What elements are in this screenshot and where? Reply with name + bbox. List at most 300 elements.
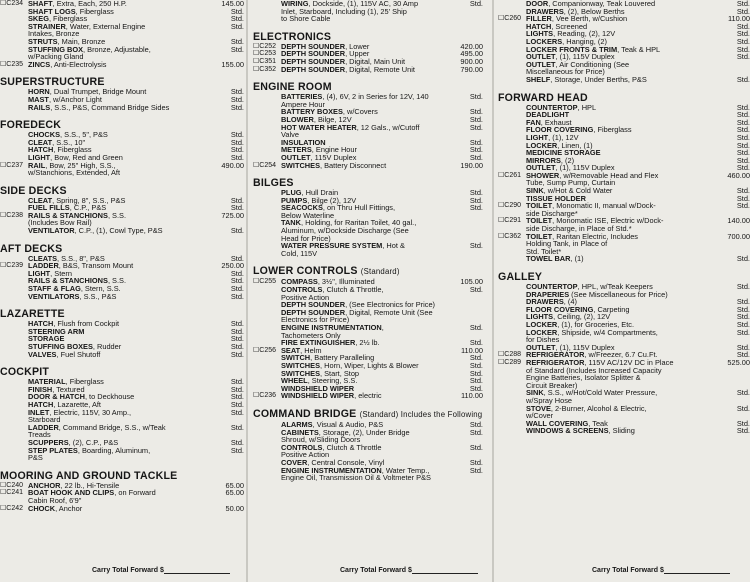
- option-checkbox-code[interactable]: ☐C289: [498, 358, 522, 366]
- option-checkbox-code[interactable]: ☐C256: [253, 346, 277, 354]
- option-price: Std.: [469, 188, 483, 198]
- section-title-text: SUPERSTRUCTURE: [0, 76, 105, 89]
- option-description: [281, 162, 443, 170]
- option-price: Std.: [736, 254, 750, 264]
- option-price: Std.: [469, 457, 483, 467]
- section-title-text: FOREDECK: [0, 119, 62, 132]
- option-checkbox-code[interactable]: ☐C255: [253, 278, 277, 286]
- option-description: [281, 0, 443, 23]
- option-checkbox-code[interactable]: ☐C253: [253, 50, 277, 58]
- column-2: [253, 0, 483, 582]
- option-label: FINISH: [28, 384, 53, 394]
- option-detail: , Flush from Cockpit: [53, 319, 120, 329]
- option-description: [28, 162, 204, 177]
- option-row: [253, 324, 483, 339]
- option-price: Std.: [469, 383, 483, 393]
- option-description: [281, 444, 443, 459]
- option-checkbox-code[interactable]: ☐C352: [253, 65, 277, 73]
- option-price: Std.: [469, 145, 483, 155]
- carry-total-blank[interactable]: [412, 566, 478, 574]
- section-note: (Standard) Includes the Following: [359, 409, 483, 419]
- option-label: DEPTH SOUNDER: [281, 41, 346, 51]
- option-label: STUFFING BOX: [28, 44, 84, 54]
- option-detail: , Bilge, 12V: [313, 114, 352, 124]
- option-price: Std.: [230, 253, 244, 263]
- option-detail: , w/Hot & Cold Water: [543, 186, 613, 196]
- option-detail: , (1), 12V: [548, 132, 579, 142]
- option-label: COUNTERTOP: [526, 102, 578, 112]
- section: [0, 0, 244, 68]
- option-row: [0, 447, 244, 462]
- option-detail: , Air Conditioning (See Miscellaneous for Price): [526, 59, 630, 77]
- option-price: Std.: [736, 350, 750, 360]
- option-detail: , Companionway, Teak Louvered: [548, 0, 656, 8]
- option-detail: , Vee Berth, w/Cushion: [551, 14, 628, 24]
- option-detail: , Fiberglass: [75, 6, 114, 16]
- option-detail: , w/Removable Head and Flex Tube, Sump Pump, Curtain: [526, 170, 659, 188]
- option-label: PUMPS: [281, 195, 308, 205]
- option-price: 725.00: [221, 210, 244, 220]
- option-label: FAN: [526, 117, 541, 127]
- option-price: 190.00: [460, 160, 483, 170]
- option-detail: , Reading, (2), 12V: [553, 29, 616, 39]
- option-price: Std.: [230, 44, 244, 54]
- option-row: [498, 405, 750, 420]
- option-label: STEERING ARM: [28, 326, 85, 336]
- option-price: Std.: [230, 36, 244, 46]
- option-label: HOT WATER HEATER: [281, 122, 357, 132]
- option-detail: , (1), for Groceries, Etc.: [557, 319, 635, 329]
- carry-total-blank[interactable]: [664, 566, 730, 574]
- column-1: [0, 0, 244, 582]
- option-detail: , Water Temp., Engine Oil, Transmission Oil & Voltmeter P&S: [281, 465, 431, 483]
- carry-total-forward-3: [592, 566, 730, 574]
- option-description: [28, 227, 204, 235]
- option-detail: , 3½", Illuminated: [317, 277, 375, 287]
- option-price: 490.00: [221, 160, 244, 170]
- section: [0, 185, 244, 235]
- option-price: Std.: [230, 422, 244, 432]
- option-price: Std.: [736, 6, 750, 16]
- option-label: LOCKER FRONTS & TRIM: [526, 44, 618, 54]
- option-label: WINDSHIELD WIPER: [281, 391, 355, 401]
- option-detail: , Storage, Under Berths, P&S: [550, 74, 647, 84]
- option-label: WIRING: [281, 0, 309, 8]
- carry-total-label: Carry Total Forward $: [340, 567, 412, 574]
- option-row: [498, 61, 750, 76]
- option-price: Std.: [230, 21, 244, 31]
- option-label: VALVES: [28, 349, 57, 359]
- option-row: [253, 124, 483, 139]
- option-label: STEP PLATES: [28, 445, 78, 455]
- option-checkbox-code[interactable]: ☐C241: [0, 489, 24, 497]
- option-price: Std.: [736, 319, 750, 329]
- option-label: ANCHOR: [28, 480, 61, 490]
- option-checkbox-code[interactable]: ☐C351: [253, 57, 277, 65]
- option-row: [253, 204, 483, 219]
- option-label: WINDOWS & SCREENS: [526, 426, 609, 436]
- option-label: VENTILATOR: [28, 226, 75, 236]
- option-row: [498, 202, 750, 217]
- option-detail: , S.S., 8", P&S: [57, 253, 105, 263]
- option-detail: , Ceiling, (2), 12V: [553, 312, 611, 322]
- option-detail: , Teak: [588, 418, 608, 428]
- option-label: INSULATION: [281, 137, 326, 147]
- option-detail: , Boarding, Aluminum, P&S: [28, 445, 151, 463]
- option-detail: , (1), 115V Duplex: [555, 52, 615, 62]
- option-label: SEACOCKS: [281, 203, 323, 213]
- option-detail: , Engine Hour: [311, 145, 357, 155]
- option-price: Std.: [736, 418, 750, 428]
- option-detail: , S.S.: [107, 276, 127, 286]
- option-checkbox-code[interactable]: ☐C240: [0, 481, 24, 489]
- section-note: (Standard): [360, 267, 400, 277]
- option-label: PLUG: [281, 188, 302, 198]
- option-row: [253, 66, 483, 74]
- option-detail: , 115V AC/12V DC in Place of Standard (Includes Increased Capacity Engine Batteries, Isolator Splitter & Circuit Breaker): [526, 357, 674, 390]
- option-checkbox-code[interactable]: ☐C236: [253, 392, 277, 400]
- section: [498, 0, 750, 84]
- option-checkbox-code[interactable]: ☐C290: [498, 202, 522, 210]
- option-description: [526, 329, 710, 344]
- option-label: INLET: [28, 407, 50, 417]
- option-detail: , Screened: [551, 21, 588, 31]
- option-label: FILLER: [526, 14, 552, 24]
- option-detail: , S.S., P&S: [79, 291, 117, 301]
- option-label: CLEAT: [28, 137, 53, 147]
- option-label: COUNTERTOP: [526, 282, 578, 291]
- option-price: Std.: [469, 114, 483, 124]
- option-price: 145.00: [221, 0, 244, 8]
- option-detail: , w/Freezer, 6.7 Cu.Ft.: [584, 350, 658, 360]
- option-price: Std.: [469, 323, 483, 332]
- option-price: Std.: [230, 130, 244, 140]
- option-price: Std.: [230, 284, 244, 294]
- option-price: Std.: [736, 155, 750, 165]
- option-price: Std.: [230, 152, 244, 162]
- option-description: [28, 424, 204, 439]
- option-label: BATTERY BOXES: [281, 107, 343, 117]
- option-label: RAILS & STANCHIONS: [28, 210, 108, 220]
- option-price: 790.00: [460, 64, 483, 74]
- option-checkbox-code[interactable]: ☐C252: [253, 42, 277, 50]
- option-price: Std.: [469, 353, 483, 363]
- option-price: Std.: [230, 276, 244, 286]
- option-detail: , S.S., w/Hot/Cold Water Pressure, w/Spray Hose: [526, 388, 658, 405]
- carry-total-blank[interactable]: [164, 566, 230, 574]
- option-detail: , Main, Bronze: [57, 36, 106, 46]
- option-label: SWITCHES: [281, 360, 321, 370]
- option-row: [0, 489, 244, 504]
- option-price: Std.: [736, 0, 750, 8]
- option-label: LIGHT: [28, 268, 51, 278]
- option-detail: , Anchor: [55, 503, 83, 513]
- section-title-text: BILGES: [253, 177, 294, 190]
- option-detail: , Dual Trumpet, Bridge Mount: [49, 87, 147, 97]
- option-label: HATCH: [526, 21, 552, 31]
- option-price: Std.: [230, 94, 244, 104]
- option-checkbox-code[interactable]: ☐C362: [498, 232, 522, 240]
- option-detail: , Fuel Shutoff: [56, 349, 101, 359]
- option-price: Std.: [736, 110, 750, 120]
- option-price: Std.: [469, 285, 483, 295]
- option-checkbox-code[interactable]: ☐C288: [498, 351, 522, 359]
- option-row: [253, 467, 483, 482]
- option-description: [281, 93, 443, 108]
- option-detail: , (See Electronics for Price): [345, 300, 436, 310]
- carry-total-label: Carry Total Forward $: [92, 567, 164, 574]
- option-label: OUTLET: [526, 163, 556, 173]
- option-label: LIGHT: [526, 132, 549, 142]
- option-description: [526, 61, 710, 76]
- option-detail: , Exhaust: [540, 117, 572, 127]
- option-row: [0, 46, 244, 61]
- option-row: [253, 429, 483, 444]
- option-row: [0, 104, 244, 112]
- section: [0, 308, 244, 358]
- option-price: Std.: [736, 29, 750, 39]
- section: [253, 177, 483, 257]
- option-detail: , Dockside, (1), 115V AC, 30 Amp Inlet, Starboard, Including (1), 25' Ship to Shore Cable: [281, 0, 419, 24]
- option-price: Std.: [736, 426, 750, 436]
- option-price: Std.: [230, 326, 244, 336]
- option-price: Std.: [230, 319, 244, 329]
- option-label: DEPTH SOUNDER: [281, 49, 346, 59]
- option-label: SWITCHES: [281, 368, 321, 378]
- option-checkbox-code[interactable]: ☐C239: [0, 262, 24, 270]
- option-description: [28, 447, 204, 462]
- option-description: [28, 61, 204, 69]
- option-price: Std.: [469, 465, 483, 475]
- option-checkbox-code[interactable]: ☐C261: [498, 171, 522, 179]
- option-price: Std.: [230, 349, 244, 359]
- option-label: DEADLIGHT: [526, 110, 570, 120]
- option-price: Std.: [736, 74, 750, 84]
- option-checkbox-code[interactable]: ☐C254: [253, 161, 277, 169]
- option-detail: , 12 Gals., w/Cutoff Valve: [281, 122, 420, 140]
- option-label: LADDER: [28, 261, 59, 271]
- option-row: [253, 242, 483, 257]
- option-label: REFRIGERATOR: [526, 357, 585, 367]
- option-price: Std.: [469, 203, 483, 213]
- option-price: 700.00: [727, 231, 750, 241]
- option-detail: , S.S., P&S, Command Bridge Sides: [50, 102, 170, 112]
- section-title-text: MOORING AND GROUND TACKLE: [0, 469, 178, 482]
- option-price: 495.00: [460, 49, 483, 59]
- option-detail: , (1), 115V Duplex: [555, 163, 615, 173]
- option-price: Std.: [230, 392, 244, 402]
- option-detail: , Digital, Main Unit: [345, 56, 406, 66]
- option-detail: , Clutch & Throttle, Positive Action: [281, 285, 384, 302]
- option-label: LIGHT: [28, 152, 51, 162]
- option-detail: , Stern, S.S.: [80, 284, 121, 294]
- option-label: ENGINE INSTRUMENTATION: [281, 323, 382, 332]
- option-checkbox-code[interactable]: ☐C291: [498, 217, 522, 225]
- option-detail: , (4): [563, 297, 577, 307]
- option-detail: , Central Console, Vinyl: [307, 457, 385, 467]
- column-3: [498, 0, 750, 582]
- option-checkbox-code[interactable]: ☐C242: [0, 504, 24, 512]
- option-detail: , Extra, Each, 250 H.P.: [52, 0, 127, 8]
- option-price: Std.: [736, 125, 750, 135]
- section-title-text: AFT DECKS: [0, 242, 63, 255]
- option-price: 525.00: [727, 357, 750, 367]
- option-price: Std.: [736, 36, 750, 46]
- option-label: BATTERIES: [281, 92, 323, 102]
- option-checkbox-code[interactable]: ☐C235: [0, 60, 24, 68]
- option-price: Std.: [230, 6, 244, 16]
- option-price: 65.00: [225, 480, 244, 490]
- option-detail: , C.P., (1), Cowl Type, P&S: [74, 226, 163, 236]
- section-title-text: COMMAND BRIDGE: [253, 407, 357, 420]
- section: [253, 31, 483, 73]
- option-description: [281, 324, 443, 339]
- option-detail: , Bow, 25" High, S.S., w/Stanchions, Extended, Aft: [28, 160, 121, 178]
- option-row: [253, 162, 483, 170]
- option-label: CONTROLS: [281, 285, 323, 295]
- option-label: SWITCHES: [281, 160, 321, 170]
- option-price: Std.: [230, 445, 244, 455]
- option-label: CABINETS: [281, 427, 319, 437]
- option-checkbox-code[interactable]: ☐C260: [498, 15, 522, 23]
- option-price: Std.: [469, 442, 483, 452]
- option-label: RAIL: [28, 160, 46, 170]
- option-detail: , HPL: [577, 102, 597, 112]
- option-detail: , on Forward Cabin Roof, 6'9": [28, 488, 156, 505]
- option-price: Std.: [736, 312, 750, 322]
- option-detail: , Steering, S.S.: [307, 376, 358, 386]
- option-label: SHELF: [526, 74, 551, 84]
- option-detail: , Hanging, (2): [562, 36, 607, 46]
- option-price: Std.: [230, 384, 244, 394]
- option-price: Std.: [230, 377, 244, 387]
- option-price: 110.00: [727, 14, 750, 24]
- option-description: [526, 427, 710, 435]
- carry-total-forward-1: [92, 566, 230, 574]
- option-label: LIGHTS: [526, 29, 554, 39]
- option-label: STRAINER: [28, 21, 66, 31]
- option-description: [281, 392, 443, 400]
- option-price: Std.: [230, 342, 244, 351]
- option-detail: , B&S, Transom Mount: [58, 261, 134, 271]
- option-label: METERS: [281, 145, 312, 155]
- option-price: Std.: [469, 368, 483, 378]
- option-label: STRUTS: [28, 36, 58, 46]
- option-price: Std.: [230, 437, 244, 447]
- option-checkbox-code[interactable]: ☐C237: [0, 161, 24, 169]
- option-label: REFRIGERATOR: [526, 350, 585, 360]
- option-label: HATCH: [28, 145, 54, 155]
- option-price: Std.: [736, 342, 750, 352]
- option-detail: , Storage, (2), Under Bridge Shroud, w/Sliding Doors: [281, 427, 410, 445]
- option-detail: , Horn, Wiper, Lights & Blower: [320, 360, 419, 370]
- option-price: Std.: [469, 360, 483, 370]
- option-label: COVER: [281, 457, 308, 467]
- option-label: MEDICINE STORAGE: [526, 148, 601, 158]
- option-label: VENTILATORS: [28, 291, 80, 301]
- option-detail: , Command Bridge, S.S., w/Teak Treads: [28, 422, 166, 440]
- option-row: [498, 76, 750, 84]
- option-price: 140.00: [727, 216, 750, 226]
- option-detail: , Electric, 115V, 30 Amp., Starboard: [28, 407, 132, 425]
- option-description: [281, 286, 443, 301]
- option-price: 900.00: [460, 56, 483, 66]
- option-detail: , Digital, Remote Unit (See Electronics for Price): [281, 307, 433, 325]
- option-price: Std.: [469, 419, 483, 429]
- option-description: [28, 505, 204, 513]
- option-price: 110.00: [460, 391, 483, 401]
- section-title-text: COCKPIT: [0, 366, 50, 379]
- option-label: RAILS & STANCHIONS: [28, 276, 108, 286]
- option-price: Std.: [469, 137, 483, 147]
- option-detail: , Bow, Red and Green: [50, 152, 123, 162]
- option-label: COMPASS: [281, 277, 318, 287]
- option-price: Std.: [469, 152, 483, 162]
- option-row: [0, 351, 244, 359]
- option-label: DRAWERS: [526, 297, 564, 307]
- option-detail: , to Deckhouse: [84, 392, 135, 402]
- option-price: Std.: [230, 102, 244, 112]
- option-price: Std.: [469, 241, 483, 251]
- option-row: [0, 293, 244, 301]
- option-label: LADDER: [28, 422, 59, 432]
- option-detail: , Shipside, w/4 Compartments, for Dishes: [526, 327, 658, 345]
- section-title-text: LAZARETTE: [0, 308, 65, 321]
- option-detail: , Visual & Audio, P&S: [312, 419, 384, 429]
- option-detail: , w/Covers: [342, 107, 378, 117]
- option-detail: , w/Anchor Light: [48, 94, 102, 104]
- option-label: MATERIAL: [28, 377, 66, 387]
- option-description: [526, 172, 710, 187]
- option-label: DEPTH SOUNDER: [281, 56, 346, 66]
- option-label: MIRRORS: [526, 155, 561, 165]
- option-price: 110.00: [460, 345, 483, 355]
- option-checkbox-code[interactable]: ☐C234: [0, 0, 24, 7]
- option-label: TANK: [281, 218, 301, 228]
- option-label: ALARMS: [281, 419, 313, 429]
- option-row: [498, 255, 750, 263]
- option-price: Std.: [230, 137, 244, 147]
- option-price: Std.: [230, 226, 244, 236]
- option-label: DEPTH SOUNDER: [281, 307, 346, 317]
- option-label: WHEEL: [281, 376, 308, 386]
- option-label: WINDSHIELD WIPER: [281, 383, 355, 393]
- option-label: TOILET: [526, 231, 553, 241]
- option-label: DEPTH SOUNDER: [281, 64, 346, 74]
- option-row: [0, 212, 244, 227]
- option-label: ENGINE INSTRUMENTATION: [281, 465, 382, 475]
- option-price: Std.: [230, 195, 244, 205]
- option-detail: , Start, Stop: [320, 368, 360, 378]
- option-row: [498, 172, 750, 187]
- option-row: [253, 286, 483, 301]
- option-detail: , 22 lb., Hi-Tensile: [60, 480, 120, 490]
- option-row: [253, 93, 483, 108]
- option-label: CONTROLS: [281, 442, 323, 452]
- option-checkbox-code[interactable]: ☐C238: [0, 211, 24, 219]
- option-price: Std.: [469, 195, 483, 205]
- option-detail: , Tachometers Only: [281, 323, 384, 340]
- option-label: FLOOR COVERING: [526, 304, 594, 314]
- option-price: Std.: [230, 203, 244, 213]
- option-label: ZINCS: [28, 59, 51, 69]
- option-label: SHAFT: [28, 0, 53, 8]
- option-description: [28, 23, 204, 38]
- option-label: STORAGE: [28, 334, 65, 344]
- option-price: Std.: [736, 201, 750, 211]
- option-price: Std.: [736, 132, 750, 142]
- option-price: 460.00: [727, 170, 750, 180]
